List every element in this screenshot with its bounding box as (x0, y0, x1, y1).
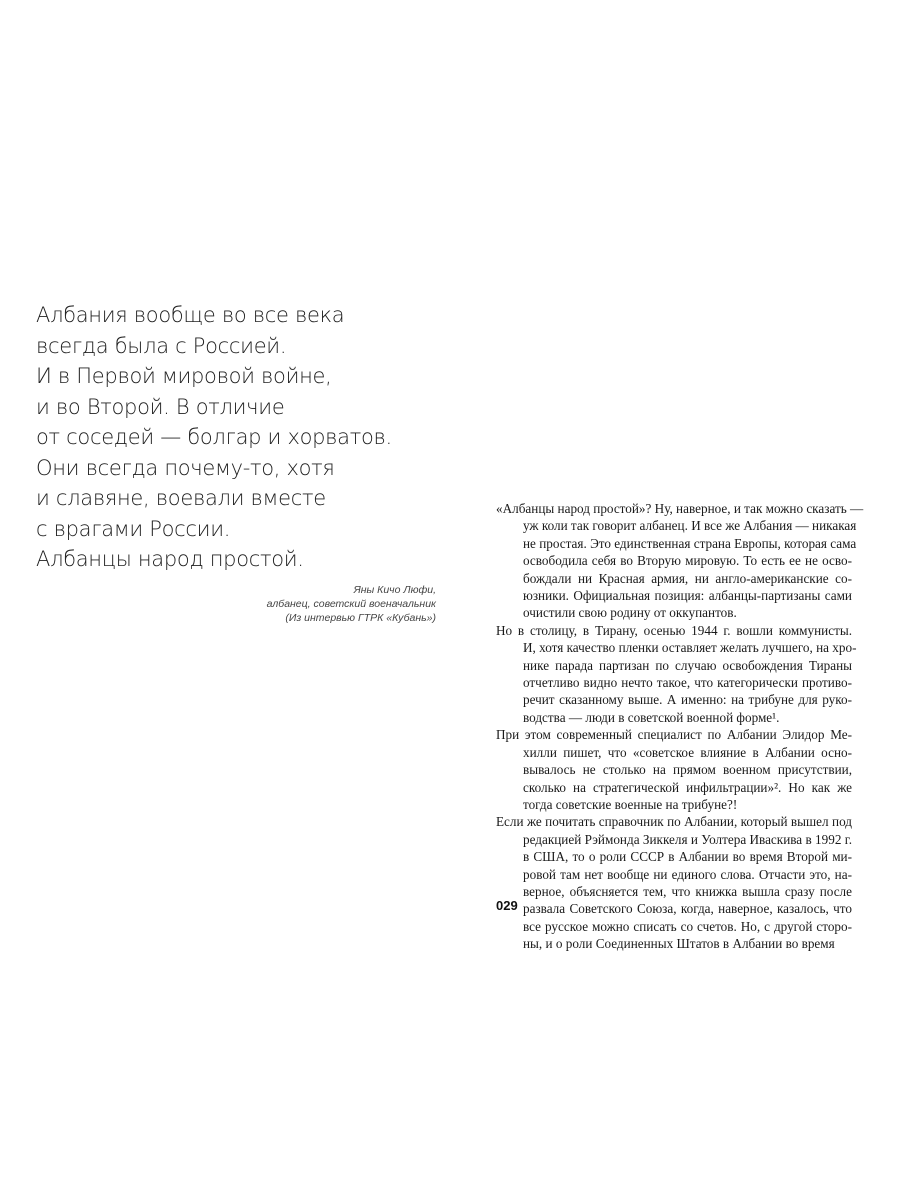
quote-text (36, 300, 436, 575)
text-line: очистили свою родину от оккупантов. (523, 605, 737, 621)
quote-line: и славяне, воевали вместе (36, 486, 326, 510)
text-line: ровой там нет вообще ни единого слова. Отчасти это, на- (523, 866, 852, 882)
text-line: сколько на стратегической инфильтрации»². Но как же (523, 779, 852, 795)
text-line: нике парада партизан по случаю освобождения Тираны (523, 657, 852, 673)
paragraph (496, 500, 864, 622)
text-line: И, хотя качество пленки оставляет желать лучшего, на хро- (523, 640, 857, 656)
quote-attribution (136, 583, 436, 625)
page-number: 029 (496, 898, 518, 913)
quote-line: и во Второй. В отличие (36, 394, 285, 419)
quote-line: с врагами России. (36, 516, 231, 541)
epigraph-quote (36, 300, 436, 624)
text-line: юзники. Официальная позиция: албанцы-партизаны сами (523, 588, 852, 604)
text-line: Но в столицу, в Тирану, осенью 1944 г. вошли коммунисты. (496, 622, 852, 638)
quote-line: всегда была с Россией. (36, 333, 287, 358)
paragraph (496, 813, 852, 952)
text-line: отчетливо видно нечто такое, что категорически противо- (523, 675, 852, 691)
text-line: хилли пишет, что «советское влияние в Албании осно- (523, 744, 852, 760)
quote-line: И в Первой мировой войне, (36, 364, 332, 388)
text-line: редакцией Рэймонда Зиккеля и Уолтера Иваскива в 1992 г. (523, 831, 852, 847)
attribution-source: (Из интервью ГТРК «Кубань») (285, 612, 436, 624)
paragraph (496, 622, 857, 726)
text-line: освободила себя во Вторую мировую. То есть ее не осво- (523, 553, 852, 569)
attribution-name: Яны Кичо Люфи, (353, 584, 436, 596)
quote-line: Албания вообще во все века (36, 303, 345, 327)
text-line: в США, то о роли СССР в Албании во время Второй ми- (523, 849, 852, 865)
text-line: тогда советские военные на трибуне?! (523, 796, 738, 812)
quote-line: от соседей — болгар и хорватов. (36, 425, 392, 449)
body-text (496, 500, 864, 953)
text-line: Если же почитать справочник по Албании, который вышел под (496, 814, 852, 830)
text-line: развала Советского Союза, когда, наверное, казалось, что (523, 901, 852, 917)
quote-line: Албанцы народ простой. (36, 547, 304, 571)
text-line: ны, и о роли Соединенных Штатов в Албании во время (523, 936, 835, 952)
text-line: бождали ни Красная армия, ни англо-американские со- (523, 570, 852, 586)
attribution-role: албанец, советский военачальник (266, 598, 436, 610)
text-line: При этом современный специалист по Албании Элидор Ме- (496, 727, 852, 743)
text-line: все русское можно списать со счетов. Но, с другой сторо- (523, 918, 852, 934)
text-line: вывалось не столько на прямом военном присутствии, (523, 762, 852, 778)
text-line: речит сказанному выше. А именно: на трибуне для руко- (523, 692, 852, 708)
text-line: не простая. Это единственная страна Европы, которая сама (523, 535, 857, 551)
text-line: водства — люди в советской военной форме¹. (523, 709, 780, 725)
quote-line: Они всегда почему-то, хотя (36, 455, 335, 480)
text-line: уж коли так говорит албанец. И все же Албания — никакая (523, 518, 857, 534)
text-line: верное, объясняется тем, что книжка вышла сразу после (523, 883, 852, 899)
text-line: «Албанцы народ простой»? Ну, наверное, и так можно сказать — (496, 501, 864, 516)
paragraph (496, 726, 852, 813)
